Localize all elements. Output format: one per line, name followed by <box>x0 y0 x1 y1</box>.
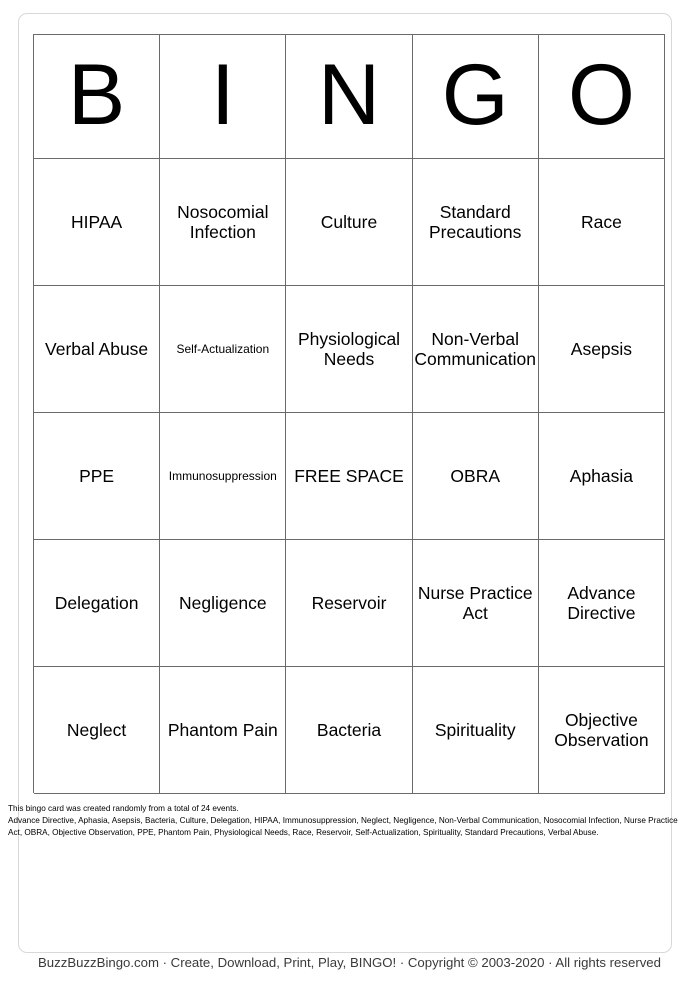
bingo-cell-label: Physiological Needs <box>297 328 401 369</box>
bingo-cell-label: HIPAA <box>70 211 123 232</box>
bingo-cell[interactable] <box>286 286 412 413</box>
bingo-row-2 <box>34 286 665 413</box>
bingo-cell[interactable] <box>286 540 412 667</box>
site-footer: BuzzBuzzBingo.com · Create, Download, Print, Play, BINGO! · Copyright © 2003-2020 · All rights reserved <box>38 955 661 970</box>
bingo-cell-label: Nurse Practice Act <box>417 582 533 623</box>
bingo-cell-label: OBRA <box>450 465 501 486</box>
bingo-cell[interactable] <box>413 667 539 794</box>
bingo-header-letter-o: O <box>539 35 665 159</box>
bingo-cell[interactable] <box>539 286 665 413</box>
bingo-header-letter-b: B <box>34 35 160 159</box>
bingo-cell[interactable] <box>413 286 539 413</box>
bingo-cell-label: Asepsis <box>570 338 633 359</box>
bingo-cell-label: Immunosuppression <box>168 468 277 483</box>
bingo-cell[interactable] <box>160 413 286 540</box>
card-word-list: Advance Directive, Aphasia, Asepsis, Bacteria, Culture, Delegation, HIPAA, Immunosuppression, Neglect, Negligence, Non-Verbal Communication, Nosocomial Infection, Nurse Practice Act, OBRA, Objective Observation, PPE, Phantom Pain, Physiological Needs, Race, Reservoir, Self-Actualization, Spirituality, Standard Precautions, Verbal Abuse. <box>8 815 678 837</box>
bingo-header-letter-i: I <box>160 35 286 159</box>
bingo-cell[interactable] <box>34 286 160 413</box>
bingo-cell[interactable] <box>286 159 412 286</box>
bingo-cell-label: Culture <box>320 211 378 232</box>
bingo-cell[interactable] <box>539 667 665 794</box>
bingo-cell[interactable] <box>539 540 665 667</box>
bingo-cell-label: Reservoir <box>311 592 387 613</box>
bingo-cell-label: Phantom Pain <box>167 719 278 740</box>
bingo-cell[interactable] <box>160 540 286 667</box>
bingo-cell-label: Neglect <box>66 719 127 740</box>
bingo-cell[interactable] <box>413 413 539 540</box>
bingo-cell[interactable] <box>160 667 286 794</box>
bingo-cell[interactable] <box>34 667 160 794</box>
bingo-cell[interactable] <box>34 159 160 286</box>
bingo-cell-label: Objective Observation <box>554 709 649 750</box>
bingo-cell[interactable] <box>413 540 539 667</box>
bingo-cell[interactable] <box>539 159 665 286</box>
bingo-cell-label: Standard Precautions <box>429 201 522 242</box>
bingo-cell[interactable] <box>413 159 539 286</box>
bingo-cell-label: Spirituality <box>434 719 516 740</box>
bingo-row-3 <box>34 413 665 540</box>
bingo-cell[interactable] <box>160 286 286 413</box>
bingo-cell-label: FREE SPACE <box>294 465 404 486</box>
bingo-card-grid <box>33 34 665 793</box>
bingo-cell-label: Advance Directive <box>567 582 636 623</box>
card-source-note: This bingo card was created randomly from a total of 24 events. <box>8 804 239 813</box>
bingo-cell[interactable] <box>34 540 160 667</box>
bingo-cell[interactable] <box>539 413 665 540</box>
bingo-header-row <box>34 35 665 159</box>
bingo-row-4 <box>34 540 665 667</box>
bingo-cell-label: Verbal Abuse <box>45 338 149 359</box>
bingo-cell[interactable] <box>160 159 286 286</box>
bingo-cell[interactable] <box>34 413 160 540</box>
bingo-cell-label: Aphasia <box>569 465 634 486</box>
bingo-row-5 <box>34 667 665 794</box>
bingo-header-letter-g: G <box>413 35 539 159</box>
bingo-cell-label: Nosocomial Infection <box>177 201 269 242</box>
bingo-header-letter-n: N <box>286 35 412 159</box>
bingo-cell-label: PPE <box>79 465 115 486</box>
card-notes <box>8 803 692 839</box>
bingo-cell-label: Delegation <box>54 592 139 613</box>
bingo-cell-label: Race <box>580 211 622 232</box>
bingo-cell-label: Negligence <box>179 592 267 613</box>
bingo-cell-label: Self-Actualization <box>176 341 270 356</box>
bingo-cell-label: Non-Verbal Communication <box>414 328 536 369</box>
bingo-cell[interactable] <box>286 667 412 794</box>
bingo-cell-label: Bacteria <box>316 719 382 740</box>
bingo-cell-free-space[interactable] <box>286 413 412 540</box>
bingo-row-1 <box>34 159 665 286</box>
